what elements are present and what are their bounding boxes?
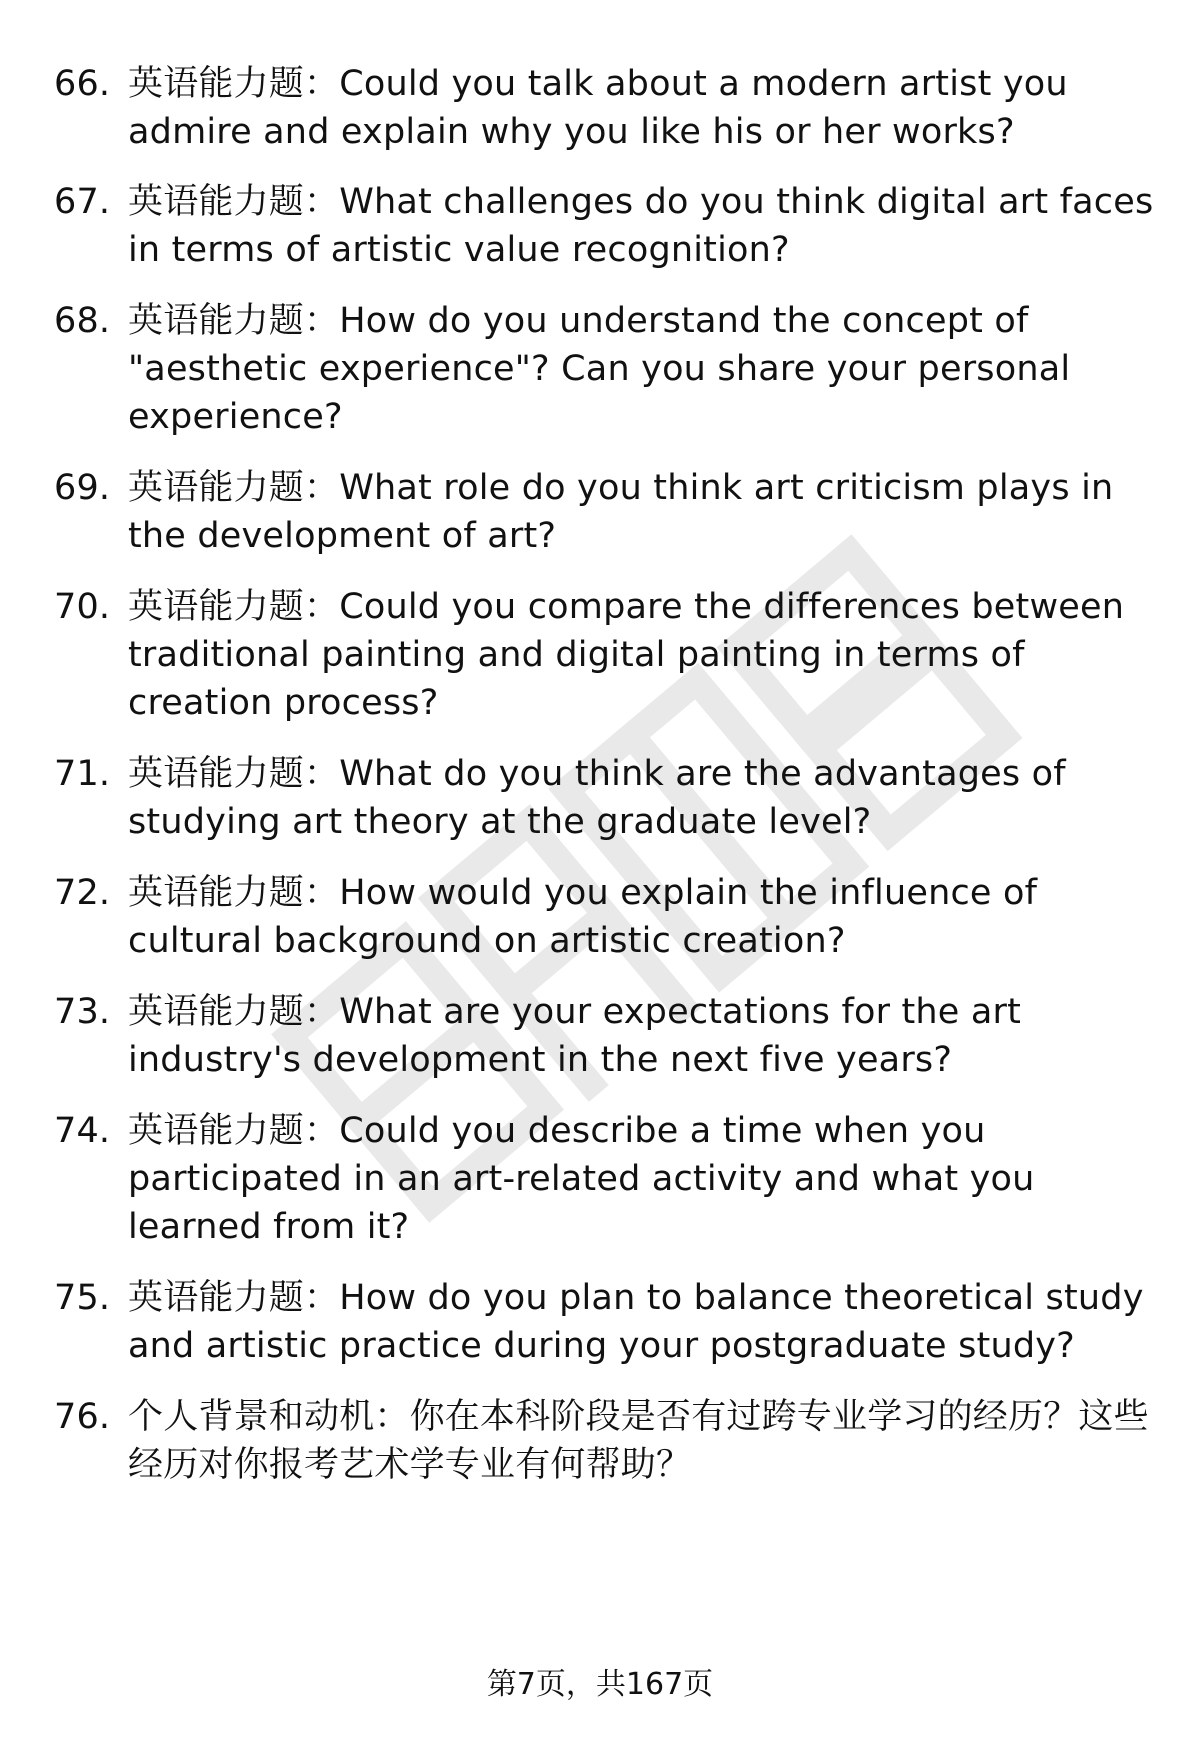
question-category: 英语能力题： [128, 64, 340, 104]
question-text: Could you talk about a modern artist you admire and explain why you like his or her works? [128, 64, 1068, 152]
question-category: 英语能力题： [128, 1278, 340, 1318]
question-text: What challenges do you think digital art faces in terms of artistic value recognition? [128, 182, 1154, 270]
question-text: 你在本科阶段是否有过跨专业学习的经历？这些经历对你报考艺术学专业有何帮助？ [128, 1397, 1149, 1485]
question-number: 74. [54, 1111, 111, 1151]
question-category: 个人背景和动机： [128, 1397, 410, 1437]
question-text: Could you describe a time when you participated in an art-related activity and what you learned from it? [128, 1111, 1035, 1247]
question-category: 英语能力题： [128, 873, 340, 913]
question-category: 英语能力题： [128, 301, 340, 341]
question-number: 70. [54, 587, 111, 627]
question-category: 英语能力题： [128, 992, 340, 1032]
question-category: 英语能力题： [128, 1111, 340, 1151]
question-category: 英语能力题： [128, 182, 340, 222]
question-number: 76. [54, 1397, 111, 1437]
question-text: What do you think are the advantages of studying art theory at the graduate level? [128, 754, 1066, 842]
question-category: 英语能力题： [128, 754, 340, 794]
question-text: What are your expectations for the art industry's development in the next five years? [128, 992, 1022, 1080]
question-item [54, 178, 1164, 274]
question-item [54, 583, 1164, 727]
question-text: How do you understand the concept of "aesthetic experience"? Can you share your personal experience? [128, 301, 1071, 437]
question-number: 66. [54, 64, 111, 104]
question-number: 67. [54, 182, 111, 222]
question-text: How would you explain the influence of cultural background on artistic creation? [128, 873, 1038, 961]
question-item [54, 988, 1164, 1084]
question-number: 68. [54, 301, 111, 341]
question-item [54, 750, 1164, 846]
question-number: 69. [54, 468, 111, 508]
page-number-footer: 第7页，共167页 [486, 1667, 714, 1702]
question-item [54, 297, 1164, 441]
question-item [54, 869, 1164, 965]
question-item [54, 1274, 1164, 1370]
question-item [54, 60, 1164, 156]
question-item [54, 1393, 1164, 1489]
question-number: 75. [54, 1278, 111, 1318]
question-list [54, 60, 1164, 1489]
question-text: Could you compare the differences between traditional painting and digital painting in terms of creation process? [128, 587, 1125, 723]
question-item [54, 464, 1164, 560]
question-text: How do you plan to balance theoretical study and artistic practice during your postgraduate study? [128, 1278, 1144, 1366]
question-category: 英语能力题： [128, 587, 340, 627]
question-category: 英语能力题： [128, 468, 340, 508]
question-number: 71. [54, 754, 111, 794]
question-number: 72. [54, 873, 111, 913]
question-item [54, 1107, 1164, 1251]
question-text: What role do you think art criticism plays in the development of art? [128, 468, 1114, 556]
question-number: 73. [54, 992, 111, 1032]
